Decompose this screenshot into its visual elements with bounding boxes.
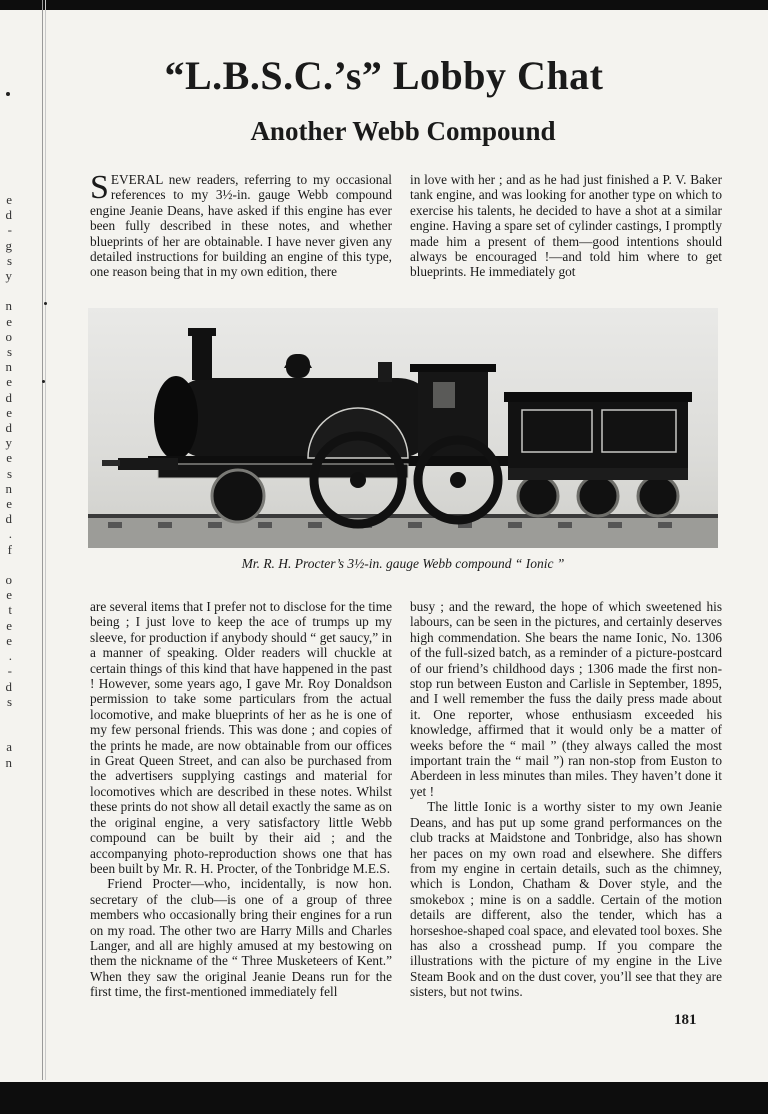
margin-letter: g	[5, 237, 12, 253]
tender-wheel	[578, 476, 618, 516]
margin-letter: f	[7, 541, 12, 557]
margin-letter: n	[5, 480, 12, 496]
margin-letter	[0, 724, 12, 739]
column-bottom-right	[410, 599, 722, 1000]
margin-letter: d	[5, 389, 12, 405]
track-bed	[88, 518, 718, 548]
paragraph: busy ; and the reward, the hope of which sweetened his labours, can be seen in the pictures, and certainly deserves high commendation. She bears the name Ionic, No. 1306 of the full-sized batch, as a reminder of a picture-postcard of our friend’s childhood days ; 1306 made the first non-stop run between Euston and Carlisle in September, 1895, and I well remember the fuss the daily press made about it. One reporter, whose enthusiasm exceeded his knowledge, affirmed that it would only be a matter of weeks before the “ mail ” (they always called the most important train the “ mail ”) ran non-stop from Euston to Aberdeen in less minutes than miles. They haven’t done it yet !	[410, 599, 722, 799]
paragraph: are several items that I prefer not to disclose for the time being ; I just love to keep the ace of trumps up my sleeve, for production if anybody should “ get saucy,” in a manner of speaking. Older readers will chuckle at certain things of this kind that have happened in the past ! However, some years ago, I gave Mr. Roy Donaldson permission to take some particulars from the actual locomotive, and make blueprints of her as he is one of my few personal friends. This was done ; and copies of the prints he made, are now obtainable from our offices in Great Queen Street, and can also be purchased from the advertisers supplying castings and material for locomotives which are described in these notes. Whilst these prints do not show all detail exactly the same as on the original engine, a very satisfactory little Webb compound can be built by their aid ; and the accompanying photo-reproduction shows one that has been built by Mr. R. H. Procter, of the Tonbridge M.E.S.	[90, 599, 392, 876]
margin-letter: .	[8, 648, 12, 664]
tender-coping	[504, 392, 692, 402]
scan-top-edge	[0, 0, 768, 10]
paragraph: Friend Procter—who, incidentally, is now hon. secretary of the club—is one of a group of three members who occasionally bring their engines for a run on my road. The other two are Harry Mills and Charles Langer, and all are highly amused at my bestowing on them the nickname of the “ Three Musketeers of Kent.” When they saw the original Jeanie Deans run for the first time, the first-mentioned immediately fell	[90, 876, 392, 1000]
margin-letter: d	[5, 511, 12, 527]
margin-letter: o	[5, 572, 12, 588]
margin-letter: .	[8, 526, 12, 542]
chimney	[192, 330, 212, 380]
margin-letter: s	[6, 344, 12, 360]
margin-letter: e	[6, 404, 12, 420]
locomotive-illustration	[88, 308, 718, 548]
tender-frame	[508, 468, 688, 480]
margin-letter: o	[5, 328, 12, 344]
column-bottom-left	[90, 599, 392, 1000]
margin-letter: e	[6, 587, 12, 603]
margin-letter: s	[6, 252, 12, 268]
margin-letter: e	[6, 632, 12, 648]
margin-letter: y	[5, 268, 12, 284]
margin-letter: n	[5, 359, 12, 375]
carrying-wheel	[212, 470, 264, 522]
margin-letter: s	[6, 693, 12, 709]
buffer-beam	[118, 458, 178, 470]
cab-window	[433, 382, 455, 408]
column-top-right	[410, 172, 722, 280]
tender-wheel	[638, 476, 678, 516]
margin-letter: y	[5, 435, 12, 451]
paragraph-text: EVERAL new readers, referring to my occasional references to my 3½-in. gauge Webb compound engine Jeanie Deans, have asked if this engine has ever been fully described in these notes, and whether blueprints of her are obtainable. I have never given any detailed instructions for building an engine of this type, one reason being that in my own edition, there	[90, 172, 392, 280]
binding-gutter-shadow	[45, 0, 46, 1080]
photo-caption: Mr. R. H. Procter’s 3½-in. gauge Webb compound “ Ionic ”	[241, 556, 565, 571]
safety-valve	[378, 362, 392, 382]
paragraph	[90, 169, 392, 280]
margin-letter: n	[5, 298, 12, 314]
margin-letter: e	[6, 313, 12, 329]
margin-letter: d	[5, 678, 12, 694]
margin-letter: -	[7, 222, 12, 238]
margin-letter: s	[6, 465, 12, 481]
chimney-cap	[188, 328, 216, 336]
drop-cap: S	[90, 169, 109, 206]
margin-letter: d	[5, 420, 12, 436]
buffer	[102, 460, 120, 466]
binding-gutter-line	[42, 0, 43, 1080]
valance	[158, 464, 408, 478]
tender-wheel	[518, 476, 558, 516]
paragraph: in love with her ; and as he had just finished a P. V. Baker tank engine, and was looking for another type on which to exercise his talents, he decided to have a shot at a similar engine. Having a spare set of cylinder castings, I promptly made him a present of them—good intentions should always be encouraged !—and told him where to get blueprints. He immediately got	[410, 172, 722, 280]
locomotive-photo	[88, 308, 718, 548]
page-number: 181	[674, 1012, 697, 1028]
previous-page-margin-text	[0, 192, 12, 770]
article-subtitle: Another Webb Compound	[250, 116, 556, 146]
margin-letter: e	[6, 192, 12, 207]
margin-letter: d	[5, 207, 12, 223]
article-title: “L.B.S.C.’s” Lobby Chat	[164, 53, 604, 98]
column-top-left	[90, 169, 392, 280]
margin-letter: a	[6, 739, 12, 755]
margin-letter: -	[7, 663, 12, 679]
scan-bottom-edge	[0, 1082, 768, 1114]
margin-letter: t	[8, 602, 12, 618]
margin-letter: e	[6, 496, 12, 512]
paragraph: The little Ionic is a worthy sister to my own Jeanie Deans, and has put up some grand performances on the club tracks at Maidstone and Tonbridge, also has shown her paces on my own road and elsewhere. She differs from my engine in certain details, such as the chimney, which is London, Chatham & Dover style, and the smokebox ; mine is on a saddle. Certain of the motion details are different, also the tender, which has a horseshoe-shaped coal space, and elevated tool boxes. She has also a crosshead pump. If you compare the illustrations with the picture of my engine in the Live Steam Book and on the dust cover, you’ll see that they are sisters, but not twins.	[410, 799, 722, 1000]
margin-letter	[0, 283, 12, 298]
cab-roof	[410, 364, 496, 372]
rail	[88, 514, 718, 518]
margin-letter: e	[6, 617, 12, 633]
scan-speck	[44, 302, 47, 305]
scan-speck	[42, 380, 45, 383]
smokebox-door	[154, 376, 198, 460]
margin-letter: e	[6, 374, 12, 390]
margin-letter: e	[6, 450, 12, 466]
margin-letter: n	[5, 754, 12, 770]
margin-letter	[0, 709, 12, 724]
